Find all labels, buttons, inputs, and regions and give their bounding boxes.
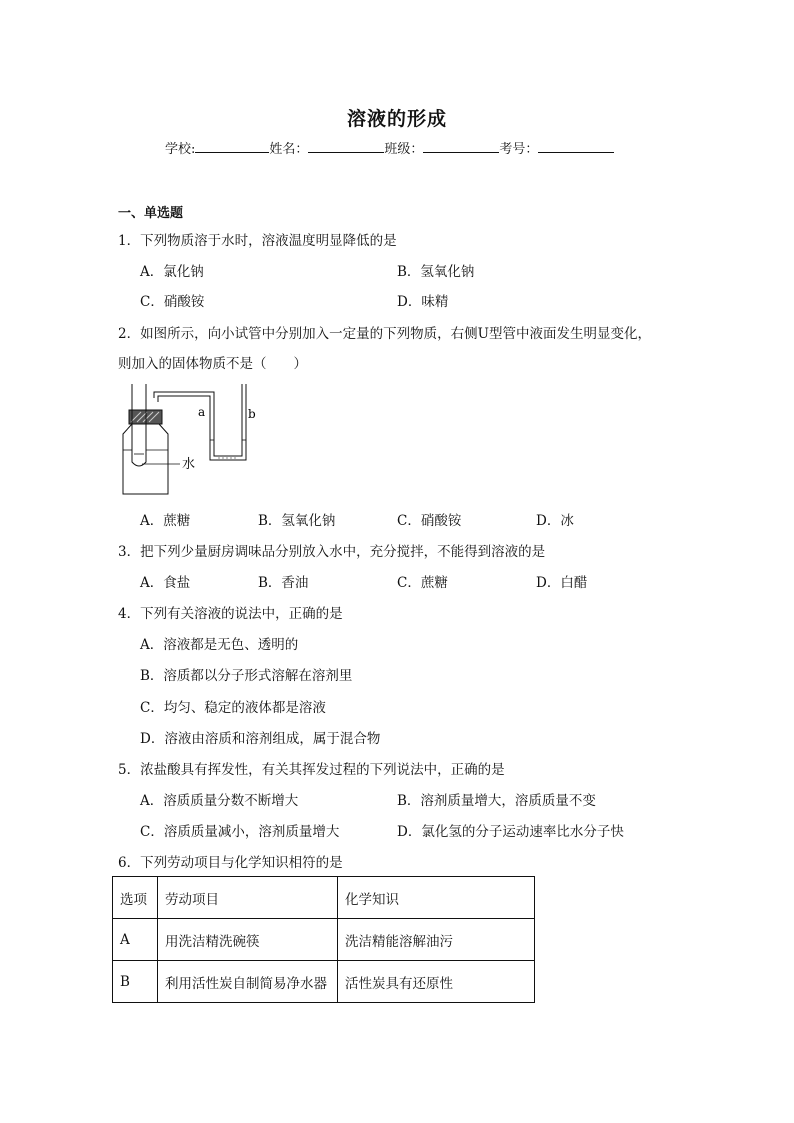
q3-option-d[interactable]: D．白醋 (536, 575, 588, 591)
header-labor-item: 劳动项目 (158, 877, 338, 919)
q1-option-b[interactable]: B．氢氧化钠 (397, 264, 475, 280)
q1-option-c[interactable]: C．硝酸铵 (140, 294, 205, 310)
question-3-stem: 3．把下列少量厨房调味品分别放入水中，充分搅拌，不能得到溶液的是 (118, 544, 546, 560)
q4-option-d[interactable]: D．溶液由溶质和溶剂组成，属于混合物 (140, 731, 381, 747)
number-label: 考号： (499, 142, 539, 157)
question-2-stem-line1: 2．如图所示，向小试管中分别加入一定量的下列物质，右侧U型管中液面发生明显变化， (118, 326, 651, 342)
q2-option-c[interactable]: C．硝酸铵 (397, 513, 462, 529)
q5-option-a[interactable]: A．溶质质量分数不断增大 (140, 793, 299, 809)
q5-option-c[interactable]: C．溶质质量减小，溶剂质量增大 (140, 824, 340, 840)
q3-option-b[interactable]: B．香油 (258, 575, 309, 591)
student-info-line (165, 138, 614, 157)
table-row (113, 961, 535, 1003)
q2-option-a[interactable]: A．蔗糖 (140, 513, 191, 529)
question-5-stem: 5．浓盐酸具有挥发性，有关其挥发过程的下列说法中，正确的是 (118, 762, 505, 778)
q5-option-b[interactable]: B．溶剂质量增大，溶质质量不变 (397, 793, 596, 809)
row-a-labor: 用洗洁精洗碗筷 (158, 919, 338, 961)
row-b-option: B (113, 961, 158, 1003)
label-water: 水 (182, 457, 196, 472)
question-4-stem: 4．下列有关溶液的说法中，正确的是 (118, 606, 343, 622)
number-blank[interactable] (538, 138, 614, 153)
school-blank[interactable] (195, 138, 269, 153)
table-row (113, 919, 535, 961)
class-blank[interactable] (423, 138, 499, 153)
row-a-option: A (113, 919, 158, 961)
name-blank[interactable] (308, 138, 384, 153)
q1-option-a[interactable]: A．氯化钠 (140, 264, 204, 280)
q1-option-d[interactable]: D．味精 (397, 294, 449, 310)
question-1-stem: 1．下列物质溶于水时，溶液温度明显降低的是 (118, 233, 397, 249)
table-header-row (113, 877, 535, 919)
header-option: 选项 (113, 877, 158, 919)
q3-option-c[interactable]: C．蔗糖 (397, 575, 448, 591)
school-label: 学校: (165, 142, 196, 157)
q4-option-c[interactable]: C．均匀、稳定的液体都是溶液 (140, 700, 326, 716)
class-label: 班级： (384, 142, 424, 157)
q6-table (112, 876, 535, 1003)
question-6-stem: 6．下列劳动项目与化学知识相符的是 (118, 855, 343, 871)
name-label: 姓名： (269, 142, 309, 157)
row-b-knowledge: 活性炭具有还原性 (338, 961, 535, 1003)
q2-option-d[interactable]: D．冰 (536, 513, 574, 529)
question-2-stem-line2: 则加入的固体物质不是（ ） (118, 356, 307, 372)
page-title: 溶液的形成 (346, 108, 447, 130)
row-b-labor: 利用活性炭自制简易净水器 (158, 961, 338, 1003)
q3-option-a[interactable]: A．食盐 (140, 575, 191, 591)
q2-option-b[interactable]: B．氢氧化钠 (258, 513, 336, 529)
header-chem-knowledge: 化学知识 (338, 877, 535, 919)
q4-option-b[interactable]: B．溶质都以分子形式溶解在溶剂里 (140, 668, 353, 684)
row-a-knowledge: 洗洁精能溶解油污 (338, 919, 535, 961)
section-heading: 一、单选题 (118, 206, 184, 221)
label-a: a (198, 405, 206, 419)
label-b: b (248, 407, 256, 421)
q5-option-d[interactable]: D．氯化氢的分子运动速率比水分子快 (397, 824, 624, 840)
u-tube-apparatus-figure (118, 380, 268, 498)
q4-option-a[interactable]: A．溶液都是无色、透明的 (140, 637, 299, 653)
